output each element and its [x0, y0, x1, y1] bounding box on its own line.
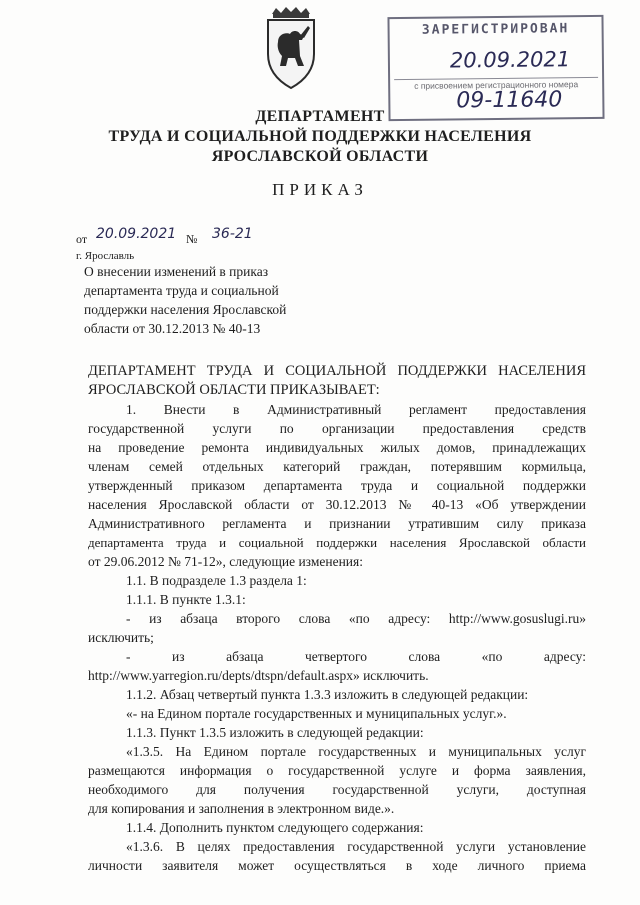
- body-line: исключить;: [88, 630, 154, 645]
- body-line: департамента труда и социальной поддержки населения Ярославской области: [88, 535, 586, 550]
- body-line: - из абзаца второго слова «по адресу: http://www.gosuslugi.ru»: [126, 611, 586, 626]
- body-line: на проведение ремонта индивидуальных жилых домов, принадлежащих: [88, 440, 586, 455]
- city-name: г. Ярославль: [76, 250, 135, 262]
- body-line: 1.1.4. Дополнить пунктом следующего содержания:: [126, 820, 424, 835]
- body-line: населения Ярославской области от 30.12.2013 № 40-13 «Об утверждении: [88, 497, 586, 512]
- subject-line: департамента труда и социальной: [84, 283, 279, 298]
- body-line: утвержденный приказом департамента труда и социальной поддержки: [88, 478, 586, 493]
- department-title-line-2: ТРУДА И СОЦИАЛЬНОЙ ПОДДЕРЖКИ НАСЕЛЕНИЯ: [108, 128, 532, 145]
- subject-line: О внесении изменений в приказ: [84, 264, 269, 279]
- body-line: государственной услуги по организации предоставления средств: [88, 421, 586, 436]
- department-title-line-1: ДЕПАРТАМЕНТ: [255, 108, 385, 125]
- body-line: членам семей отдельных категорий граждан, потерявшим кормильца,: [88, 459, 586, 474]
- body-line: 1.1.3. Пункт 1.3.5 изложить в следующей редакции:: [126, 725, 424, 740]
- body-line: «1.3.5. На Едином портале государственных и муниципальных услуг: [126, 744, 586, 759]
- stamp-note: с присвоением регистрационного номера: [394, 77, 598, 91]
- body-line: для копирования и заполнения в электронном виде.».: [88, 801, 395, 816]
- body-line: личности заявителя может осуществляться в ходе личного приема: [88, 858, 586, 873]
- body-line: 1.1.1. В пункте 1.3.1:: [126, 592, 246, 607]
- body-line: ЯРОСЛАВСКОЙ ОБЛАСТИ ПРИКАЗЫВАЕТ:: [88, 382, 380, 398]
- handwritten-order-number: 36-21: [212, 226, 253, 242]
- stamp-date: 20.09.2021: [449, 47, 571, 73]
- body-line: 1.1.2. Абзац четвертый пункта 1.3.3 изложить в следующей редакции:: [126, 687, 529, 702]
- document-type-heading: ПРИКАЗ: [272, 180, 368, 199]
- body-line: от 29.06.2012 № 71-12», следующие изменения:: [88, 554, 363, 569]
- subject-line: области от 30.12.2013 № 40-13: [84, 321, 261, 336]
- handwritten-date: 20.09.2021: [96, 226, 177, 242]
- body-line: ДЕПАРТАМЕНТ ТРУДА И СОЦИАЛЬНОЙ ПОДДЕРЖКИ НАСЕЛЕНИЯ: [88, 363, 586, 379]
- body-line: http://www.yarregion.ru/depts/dtspn/default.aspx» исключить.: [88, 668, 429, 683]
- subject-line: поддержки населения Ярославской: [84, 302, 287, 317]
- number-label: №: [186, 232, 198, 246]
- body-line: - из абзаца четвертого слова «по адресу:: [126, 649, 586, 664]
- body-line: «- на Едином портале государственных и муниципальных услуг.».: [126, 706, 507, 721]
- coat-of-arms-emblem: [262, 6, 320, 90]
- body-line: Административного регламента и признании утратившим силу приказа: [88, 516, 586, 531]
- body-line: 1.1. В подразделе 1.3 раздела 1:: [126, 573, 307, 588]
- department-title-line-3: ЯРОСЛАВСКОЙ ОБЛАСТИ: [211, 148, 429, 165]
- stamp-registration-number: 09-11640: [456, 87, 563, 114]
- stamp-title: ЗАРЕГИСТРИРОВАН: [421, 21, 570, 38]
- body-line: «1.3.6. В целях предоставления государственной услуги установление: [126, 839, 586, 854]
- date-label: от: [76, 232, 88, 246]
- body-line: необходимого для получения государственной услуги, доступная: [88, 782, 586, 797]
- body-line: размещаются информация о государственной услуге и форма заявления,: [88, 763, 586, 778]
- registration-stamp: [387, 15, 604, 121]
- body-line: 1. Внести в Административный регламент предоставления: [126, 402, 586, 417]
